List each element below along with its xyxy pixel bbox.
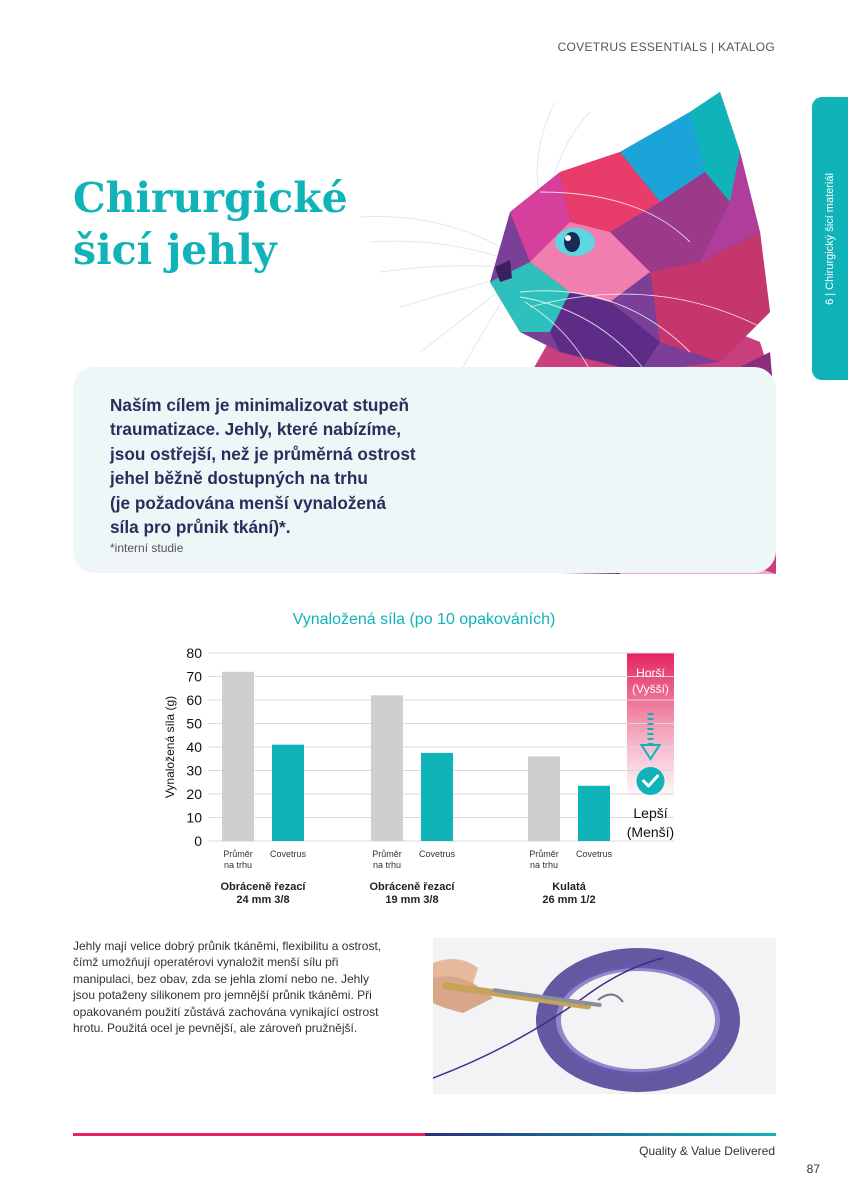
legend-better-label: (Menší) bbox=[626, 824, 675, 840]
group-label: Kulatá bbox=[552, 881, 586, 893]
chapter-tab[interactable] bbox=[812, 97, 848, 380]
chapter-tab-label: 6 | Chirurgický šicí materiál bbox=[824, 172, 836, 305]
bar-label: na trhu bbox=[223, 860, 253, 870]
page-number: 87 bbox=[806, 1162, 820, 1176]
callout-line: síla pro průnik tkání)*. bbox=[110, 517, 291, 538]
bar-label: Covetrus bbox=[575, 849, 613, 859]
callout-line: traumatizace. Jehly, které nabízíme, bbox=[110, 419, 402, 440]
bar-label: Průměr bbox=[223, 849, 253, 859]
body-line: Jehly mají velice dobrý průnik tkáněmi, flexibilitu a ostrost, bbox=[73, 939, 382, 953]
bar bbox=[222, 672, 254, 841]
footer-divider bbox=[73, 1133, 776, 1136]
group-label: 19 mm 3/8 bbox=[385, 894, 439, 906]
group-label: Obráceně řezací bbox=[369, 881, 455, 893]
bar bbox=[371, 695, 403, 841]
group-label: 24 mm 3/8 bbox=[236, 894, 290, 906]
catalog-header: COVETRUS ESSENTIALS | KATALOG bbox=[557, 40, 775, 54]
title-line-2: šicí jehly bbox=[73, 226, 277, 274]
callout-line: jsou ostřejší, než je průměrná ostrost bbox=[110, 443, 416, 464]
bar-label: Covetrus bbox=[418, 849, 456, 859]
intro-callout-text bbox=[110, 393, 470, 539]
bar-label: na trhu bbox=[372, 860, 402, 870]
callout-line: (je požadována menší vynaložená bbox=[110, 492, 387, 513]
legend-worse-label: (Vyšší) bbox=[632, 682, 669, 696]
check-circle-icon bbox=[637, 767, 665, 795]
y-tick-label: 60 bbox=[186, 692, 202, 708]
group-label: 26 mm 1/2 bbox=[542, 894, 596, 906]
y-tick-label: 50 bbox=[186, 715, 202, 732]
body-line: opakovaném použití zůstává zachována vynikající ostrost bbox=[73, 1004, 379, 1019]
force-bar-chart bbox=[150, 640, 680, 910]
study-footnote: *interní studie bbox=[110, 541, 184, 555]
footer-tagline: Quality & Value Delivered bbox=[639, 1144, 775, 1158]
callout-line: Naším cílem je minimalizovat stupeň bbox=[110, 395, 409, 415]
y-tick-label: 20 bbox=[186, 786, 202, 802]
y-tick-label: 10 bbox=[186, 809, 202, 826]
y-tick-label: 30 bbox=[186, 762, 202, 779]
y-axis-label: Vynaložená síla (g) bbox=[163, 695, 177, 799]
bar-label: Průměr bbox=[529, 849, 559, 859]
legend-worse-label: Horší bbox=[636, 666, 665, 680]
body-line: jsou potaženy silikonem pro jemnější průnik tkáněmi. Při bbox=[73, 988, 372, 1003]
needle-holder-photo bbox=[433, 938, 776, 1094]
y-tick-label: 80 bbox=[186, 645, 202, 661]
y-tick-label: 0 bbox=[194, 833, 202, 849]
page-title bbox=[73, 172, 393, 276]
callout-line: jehel běžně dostupných na trhu bbox=[110, 468, 368, 489]
title-line-1: Chirurgické bbox=[73, 174, 348, 222]
chart-title: Vynaložená síla (po 10 opakováních) bbox=[292, 611, 556, 628]
bar-label: na trhu bbox=[529, 860, 559, 870]
bar bbox=[528, 756, 560, 841]
y-tick-label: 70 bbox=[186, 668, 202, 685]
body-line: čímž umožňují operatérovi vynaložit menší sílu při bbox=[73, 955, 339, 970]
body-paragraph bbox=[73, 938, 408, 1036]
group-label: Obráceně řezací bbox=[220, 881, 306, 893]
legend-better-label: Lepší bbox=[633, 805, 668, 821]
y-tick-label: 40 bbox=[186, 739, 202, 755]
bar bbox=[578, 786, 610, 841]
bar bbox=[421, 753, 453, 841]
bar-label: Covetrus bbox=[269, 849, 307, 859]
bar bbox=[272, 745, 304, 841]
body-line: hrotu. Použitá ocel je pevnější, ale zároveň pružnější. bbox=[73, 1021, 358, 1036]
bar-label: Průměr bbox=[372, 849, 402, 859]
body-line: manipulaci, bez obav, zda se jehla zlomí nebo ne. Jehly bbox=[73, 971, 369, 986]
